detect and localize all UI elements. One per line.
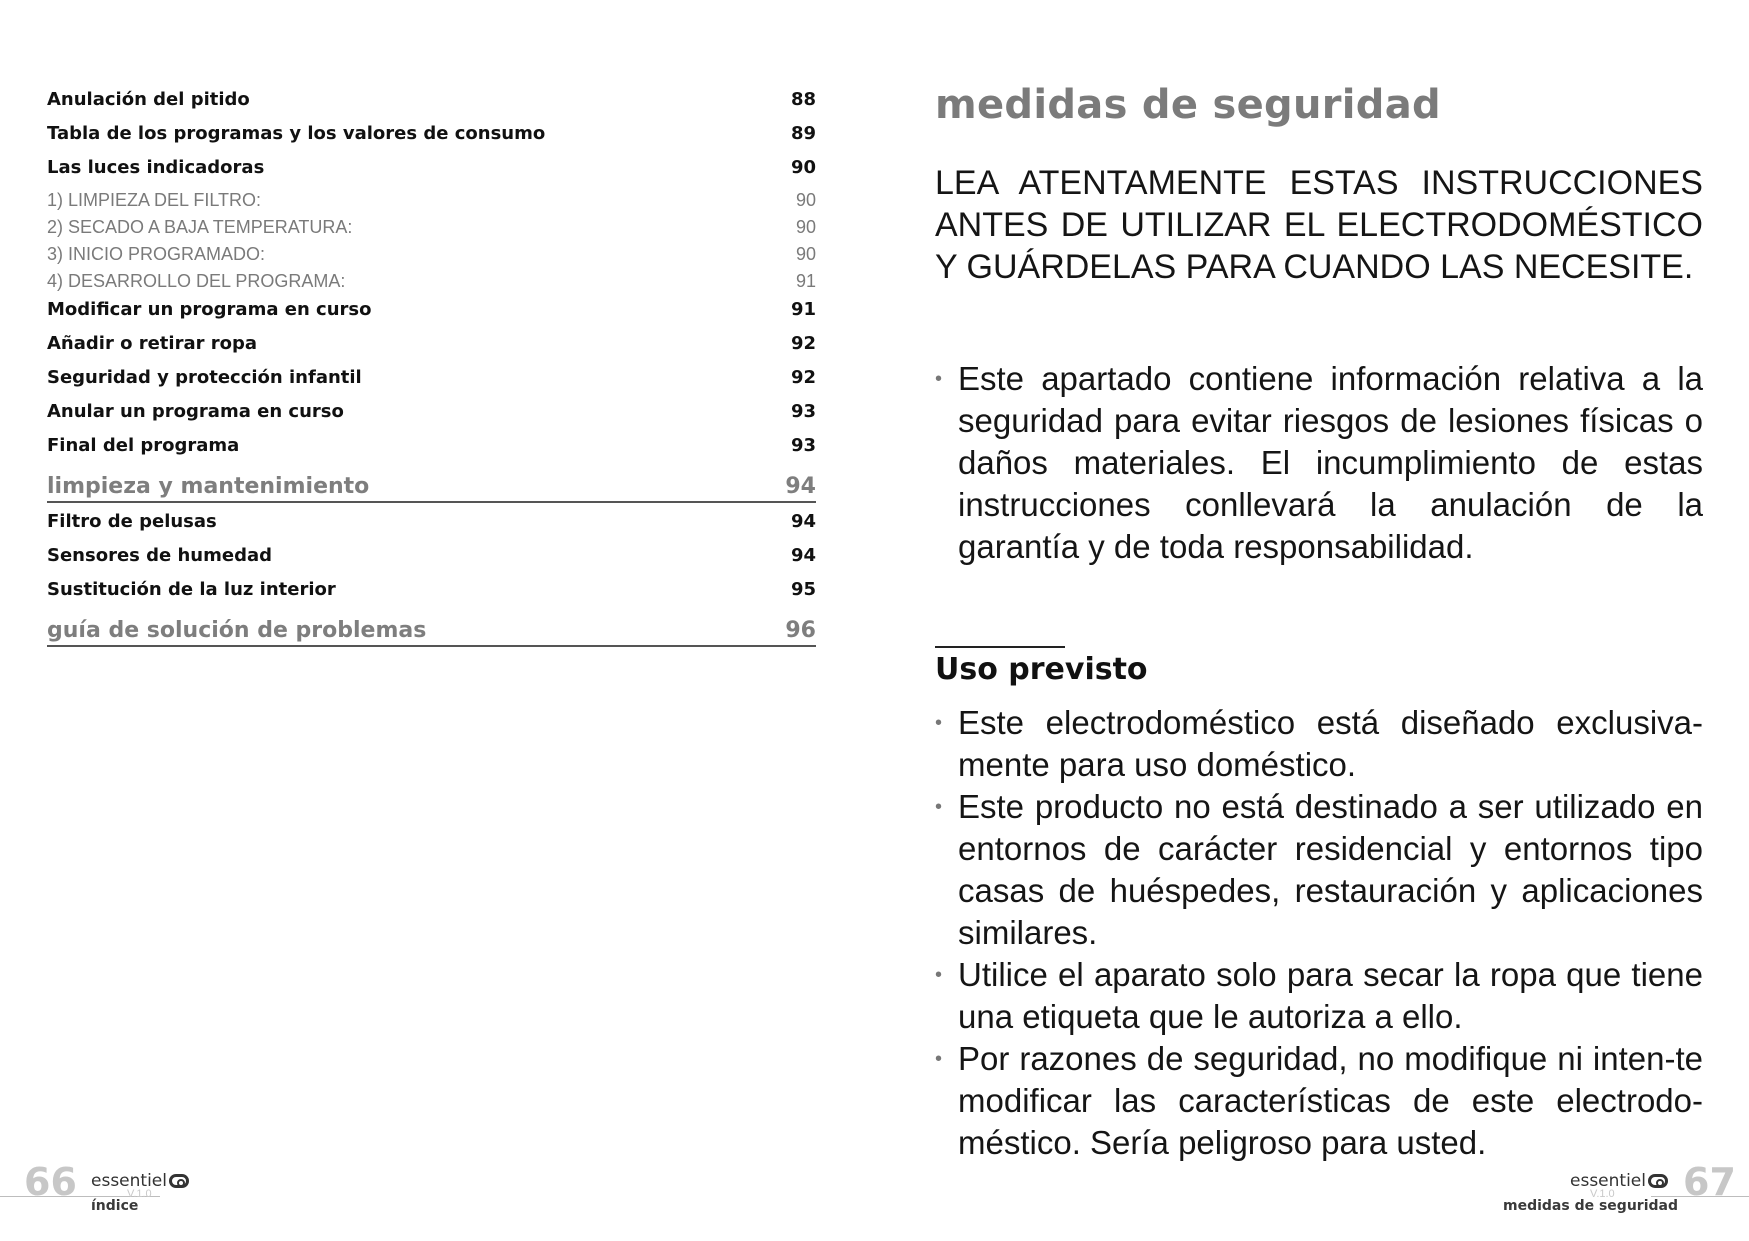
- toc-page-number: 94: [790, 511, 816, 532]
- toc-sub: [47, 243, 816, 270]
- page-number-left: 66: [24, 1160, 77, 1204]
- bullet-dot-icon: •: [935, 796, 943, 818]
- bullet-text: Por razones de seguridad, no modifique ni inten-te modificar las características de este electrodo-méstico. Sería peligroso para usted.: [958, 1040, 1703, 1161]
- toc-title: 4) DESARROLLO DEL PROGRAMA:: [47, 271, 346, 291]
- bullet-text: Este producto no está destinado a ser utilizado en entornos de carácter residencial y entornos tipo casas de huéspedes, restauración y aplicaciones similares.: [958, 788, 1703, 951]
- toc-title: limpieza y mantenimiento: [47, 474, 370, 499]
- bullet-dot-icon: •: [935, 368, 943, 390]
- toc-entry: [47, 509, 816, 543]
- toc-page-number: 92: [790, 333, 816, 354]
- toc-title: Las luces indicadoras: [47, 157, 265, 178]
- bullet-dot-icon: •: [935, 712, 943, 734]
- intended-use-list: [935, 702, 1703, 1164]
- bullet-text: Este apartado contiene información relativa a la seguridad para evitar riesgos de lesiones físicas o daños materiales. El incumplimiento de estas instrucciones conllevará la anulación de la garantía y de toda responsabilidad.: [958, 360, 1703, 565]
- toc-entry: [47, 399, 816, 433]
- brand-name: essentiel: [1570, 1171, 1646, 1191]
- toc-page-number: 91: [795, 271, 816, 291]
- toc-title: guía de solución de problemas: [47, 618, 427, 643]
- toc-page-number: 90: [790, 157, 816, 178]
- section-title: medidas de seguridad: [935, 82, 1441, 128]
- table-of-contents: [47, 87, 816, 653]
- footer-label-left: índice: [91, 1198, 139, 1214]
- toc-title: Modificar un programa en curso: [47, 299, 372, 320]
- toc-page-number: 90: [795, 244, 816, 264]
- toc-page-number: 90: [795, 190, 816, 210]
- warning-text: LEA ATENTAMENTE ESTAS INSTRUCCIONES ANTES DE UTILIZAR EL ELECTRODOMÉSTICO Y GUÁRDELAS PARA CUANDO LAS NECESITE.: [935, 164, 1703, 286]
- toc-title: Sustitución de la luz interior: [47, 579, 336, 600]
- subsection-rule: [935, 646, 1065, 648]
- toc-page-number: 91: [790, 299, 816, 320]
- bullet-item: [935, 702, 1703, 786]
- brand-mark-icon: [169, 1174, 189, 1188]
- brand-logo-right: [1570, 1171, 1668, 1191]
- toc-title: Añadir o retirar ropa: [47, 333, 258, 354]
- toc-section: [47, 617, 816, 647]
- intro-bullet-list: [935, 358, 1703, 568]
- toc-page-number: 94: [785, 474, 816, 499]
- version-left: V.1.0: [127, 1188, 152, 1200]
- toc-entry: [47, 577, 816, 611]
- toc-entry: [47, 297, 816, 331]
- brand-name: essentiel: [91, 1171, 167, 1191]
- toc-section: [47, 473, 816, 503]
- toc-sub: [47, 189, 816, 216]
- toc-title: Sensores de humedad: [47, 545, 272, 566]
- toc-sub: [47, 270, 816, 297]
- toc-title: Final del programa: [47, 435, 240, 456]
- toc-entry: [47, 433, 816, 467]
- toc-title: 1) LIMPIEZA DEL FILTRO:: [47, 190, 262, 210]
- toc-entry: [47, 155, 816, 189]
- toc-title: Tabla de los programas y los valores de consumo: [47, 123, 546, 144]
- bullet-text: Este electrodoméstico está diseñado exclusiva-mente para uso doméstico.: [958, 704, 1703, 783]
- bullet-text: Utilice el aparato solo para secar la ropa que tiene una etiqueta que le autoriza a ello.: [958, 956, 1703, 1035]
- toc-title: Anulación del pitido: [47, 89, 250, 110]
- toc-title: Seguridad y protección infantil: [47, 367, 362, 388]
- toc-page-number: 96: [785, 618, 816, 643]
- toc-page-number: 94: [790, 545, 816, 566]
- toc-entry: [47, 121, 816, 155]
- toc-title: Filtro de pelusas: [47, 511, 217, 532]
- subsection-title: Uso previsto: [935, 652, 1148, 687]
- toc-sub: [47, 216, 816, 243]
- toc-title: 3) INICIO PROGRAMADO:: [47, 244, 266, 264]
- toc-page-number: 92: [790, 367, 816, 388]
- page-number-right: 67: [1683, 1160, 1736, 1204]
- toc-page-number: 88: [790, 89, 816, 110]
- toc-entry: [47, 331, 816, 365]
- footer-label-right: medidas de seguridad: [1503, 1198, 1678, 1214]
- bullet-dot-icon: •: [935, 1048, 943, 1070]
- bullet-dot-icon: •: [935, 964, 943, 986]
- version-right: V.1.0: [1590, 1188, 1615, 1200]
- bullet-item: [935, 786, 1703, 954]
- toc-page-number: 95: [790, 579, 816, 600]
- toc-entry: [47, 365, 816, 399]
- brand-mark-icon: [1648, 1174, 1668, 1188]
- toc-page-number: 90: [795, 217, 816, 237]
- bullet-item: [935, 1038, 1703, 1164]
- toc-entry: [47, 543, 816, 577]
- toc-page-number: 89: [790, 123, 816, 144]
- toc-page-number: 93: [790, 435, 816, 456]
- bullet-item: [935, 954, 1703, 1038]
- toc-title: Anular un programa en curso: [47, 401, 344, 422]
- toc-entry: [47, 87, 816, 121]
- bullet-item: [935, 358, 1703, 568]
- toc-page-number: 93: [790, 401, 816, 422]
- toc-title: 2) SECADO A BAJA TEMPERATURA:: [47, 217, 353, 237]
